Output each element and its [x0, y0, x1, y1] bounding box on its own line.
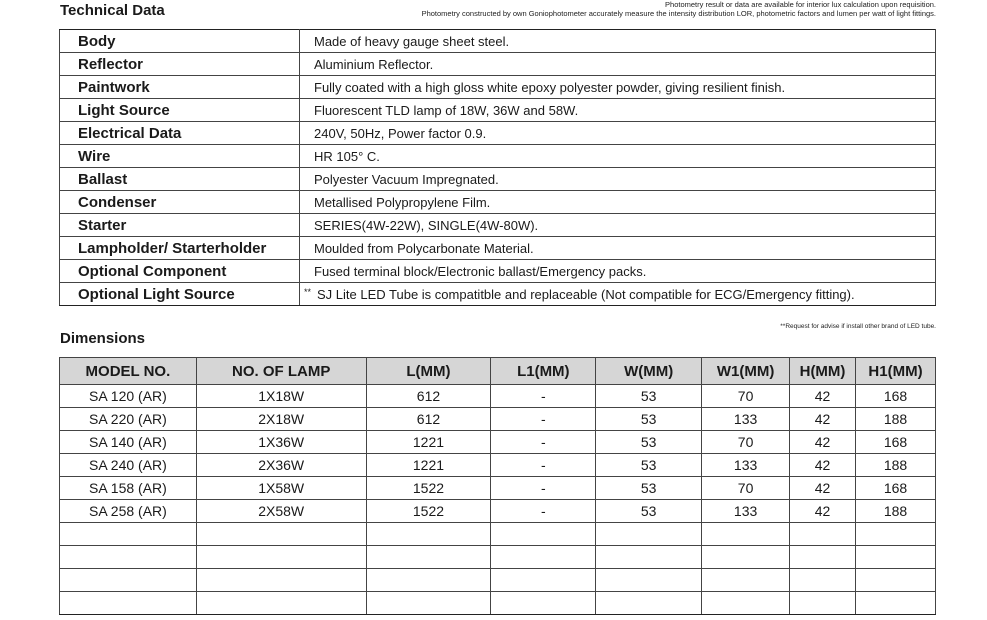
- tech-label: Lampholder/ Starterholder: [60, 237, 300, 260]
- table-cell: [856, 523, 936, 546]
- table-cell: [60, 523, 197, 546]
- table-row: [60, 523, 936, 546]
- table-row: [60, 569, 936, 592]
- table-cell: 133: [702, 408, 790, 431]
- tech-row: [60, 168, 936, 191]
- table-cell: [790, 546, 856, 569]
- table-cell: 2X58W: [196, 500, 366, 523]
- table-row: [60, 477, 936, 500]
- led-tube-note: **Request for advise if install other brand of LED tube.: [780, 323, 936, 330]
- table-cell: [702, 523, 790, 546]
- table-cell: 2X18W: [196, 408, 366, 431]
- tech-label: Body: [60, 30, 300, 53]
- photometry-note: [422, 0, 936, 18]
- footnote-marker: **: [304, 286, 312, 297]
- table-cell: 70: [702, 431, 790, 454]
- table-cell: 53: [596, 385, 702, 408]
- photometry-note-line2: Photometry constructed by own Goniophotometer accurately measure the intensity distribution LOR, photometric factors and lumen per watt of light fittings.: [421, 9, 936, 18]
- table-cell: 133: [702, 454, 790, 477]
- tech-value: [300, 145, 936, 168]
- table-cell: 1522: [366, 477, 491, 500]
- table-cell: [196, 569, 366, 592]
- table-row: [60, 500, 936, 523]
- tech-value: [300, 53, 936, 76]
- table-cell: 1221: [366, 431, 491, 454]
- tech-value: [300, 122, 936, 145]
- table-cell: [790, 592, 856, 615]
- table-cell: 2X36W: [196, 454, 366, 477]
- table-cell: 188: [856, 408, 936, 431]
- table-cell: [366, 546, 491, 569]
- table-cell: -: [491, 477, 596, 500]
- table-cell: 42: [790, 408, 856, 431]
- table-cell: [491, 569, 596, 592]
- table-cell: [491, 592, 596, 615]
- table-cell: -: [491, 408, 596, 431]
- dimensions-title: Dimensions: [60, 330, 146, 347]
- table-cell: -: [491, 500, 596, 523]
- table-cell: 42: [790, 385, 856, 408]
- tech-value: [300, 76, 936, 99]
- table-cell: [856, 592, 936, 615]
- table-cell: [366, 523, 491, 546]
- table-cell: 1X58W: [196, 477, 366, 500]
- dimensions-header-row: [60, 358, 936, 385]
- table-cell: [856, 546, 936, 569]
- tech-value-text: Fused terminal block/Electronic ballast/Emergency packs.: [314, 263, 647, 279]
- tech-label: Reflector: [60, 53, 300, 76]
- table-cell: 168: [856, 477, 936, 500]
- column-header: H(MM): [790, 358, 856, 385]
- tech-label: Electrical Data: [60, 122, 300, 145]
- tech-value-text: SJ Lite LED Tube is compatitble and replaceable (Not compatible for ECG/Emergency fitting).: [317, 286, 855, 302]
- tech-label: Ballast: [60, 168, 300, 191]
- tech-row: [60, 122, 936, 145]
- tech-row: [60, 76, 936, 99]
- tech-value-text: SERIES(4W-22W), SINGLE(4W-80W).: [314, 217, 539, 233]
- tech-label: Paintwork: [60, 76, 300, 99]
- technical-data-title: Technical Data: [60, 2, 165, 19]
- table-cell: SA 220 (AR): [60, 408, 197, 431]
- table-cell: [596, 569, 702, 592]
- table-cell: [596, 523, 702, 546]
- column-header: W(MM): [596, 358, 702, 385]
- table-cell: 42: [790, 477, 856, 500]
- tech-value-text: HR 105° C.: [314, 148, 380, 164]
- table-cell: [196, 592, 366, 615]
- tech-value-text: Aluminium Reflector.: [314, 56, 434, 72]
- table-cell: 188: [856, 500, 936, 523]
- tech-row: [60, 191, 936, 214]
- table-row: [60, 385, 936, 408]
- dimensions-table: [59, 357, 936, 615]
- tech-value: [300, 168, 936, 191]
- table-cell: 612: [366, 408, 491, 431]
- table-cell: [790, 523, 856, 546]
- table-cell: 42: [790, 454, 856, 477]
- table-cell: [702, 592, 790, 615]
- table-row: [60, 454, 936, 477]
- tech-row: [60, 214, 936, 237]
- tech-row: [60, 237, 936, 260]
- table-cell: 42: [790, 431, 856, 454]
- column-header: L(MM): [366, 358, 491, 385]
- table-cell: [60, 546, 197, 569]
- tech-value-text: Fluorescent TLD lamp of 18W, 36W and 58W.: [314, 102, 579, 118]
- table-cell: 70: [702, 477, 790, 500]
- column-header: L1(MM): [491, 358, 596, 385]
- tech-value: [300, 191, 936, 214]
- tech-row: [60, 145, 936, 168]
- table-row: [60, 546, 936, 569]
- tech-value: [300, 99, 936, 122]
- table-cell: [596, 592, 702, 615]
- table-cell: 53: [596, 477, 702, 500]
- tech-row: [60, 30, 936, 53]
- column-header: MODEL NO.: [60, 358, 197, 385]
- table-cell: -: [491, 454, 596, 477]
- table-cell: [491, 523, 596, 546]
- table-cell: SA 258 (AR): [60, 500, 197, 523]
- tech-value: [300, 30, 936, 53]
- table-cell: SA 158 (AR): [60, 477, 197, 500]
- column-header: H1(MM): [856, 358, 936, 385]
- table-cell: 70: [702, 385, 790, 408]
- table-cell: SA 140 (AR): [60, 431, 197, 454]
- tech-value-text: 240V, 50Hz, Power factor 0.9.: [314, 125, 487, 141]
- table-cell: 188: [856, 454, 936, 477]
- column-header: NO. OF LAMP: [196, 358, 366, 385]
- photometry-note-line1: Photometry result or data are available for interior lux calculation upon requisition.: [665, 0, 936, 9]
- table-cell: 42: [790, 500, 856, 523]
- table-cell: SA 240 (AR): [60, 454, 197, 477]
- tech-label: Condenser: [60, 191, 300, 214]
- table-cell: [60, 569, 197, 592]
- table-cell: [366, 569, 491, 592]
- tech-label: Wire: [60, 145, 300, 168]
- tech-value-text: Metallised Polypropylene Film.: [314, 194, 491, 210]
- table-cell: [491, 546, 596, 569]
- tech-value-text: Fully coated with a high gloss white epoxy polyester powder, giving resilient finish.: [314, 79, 786, 95]
- table-row: [60, 408, 936, 431]
- table-cell: [702, 546, 790, 569]
- tech-value-text: Polyester Vacuum Impregnated.: [314, 171, 499, 187]
- table-cell: 53: [596, 500, 702, 523]
- table-cell: [196, 523, 366, 546]
- table-cell: 1221: [366, 454, 491, 477]
- table-cell: [196, 546, 366, 569]
- tech-label: Optional Component: [60, 260, 300, 283]
- table-cell: [366, 592, 491, 615]
- tech-value: [300, 214, 936, 237]
- table-cell: 1X36W: [196, 431, 366, 454]
- table-cell: [702, 569, 790, 592]
- tech-value: [300, 260, 936, 283]
- tech-value: [300, 283, 936, 306]
- table-cell: 53: [596, 454, 702, 477]
- table-cell: [790, 569, 856, 592]
- table-cell: 1X18W: [196, 385, 366, 408]
- tech-label: Optional Light Source: [60, 283, 300, 306]
- tech-row: [60, 53, 936, 76]
- tech-label: Light Source: [60, 99, 300, 122]
- table-cell: [856, 569, 936, 592]
- table-row: [60, 431, 936, 454]
- table-cell: 53: [596, 408, 702, 431]
- table-cell: 168: [856, 431, 936, 454]
- tech-value-text: Made of heavy gauge sheet steel.: [314, 33, 510, 49]
- tech-value-text: Moulded from Polycarbonate Material.: [314, 240, 534, 256]
- table-cell: -: [491, 385, 596, 408]
- table-row: [60, 592, 936, 615]
- tech-label: Starter: [60, 214, 300, 237]
- table-cell: SA 120 (AR): [60, 385, 197, 408]
- table-cell: 168: [856, 385, 936, 408]
- technical-data-table: [59, 29, 936, 306]
- tech-row: [60, 99, 936, 122]
- table-cell: 1522: [366, 500, 491, 523]
- tech-value: [300, 237, 936, 260]
- table-cell: [60, 592, 197, 615]
- table-cell: 53: [596, 431, 702, 454]
- table-cell: 133: [702, 500, 790, 523]
- table-cell: [596, 546, 702, 569]
- tech-row: [60, 260, 936, 283]
- table-cell: 612: [366, 385, 491, 408]
- tech-row: [60, 283, 936, 306]
- table-cell: -: [491, 431, 596, 454]
- column-header: W1(MM): [702, 358, 790, 385]
